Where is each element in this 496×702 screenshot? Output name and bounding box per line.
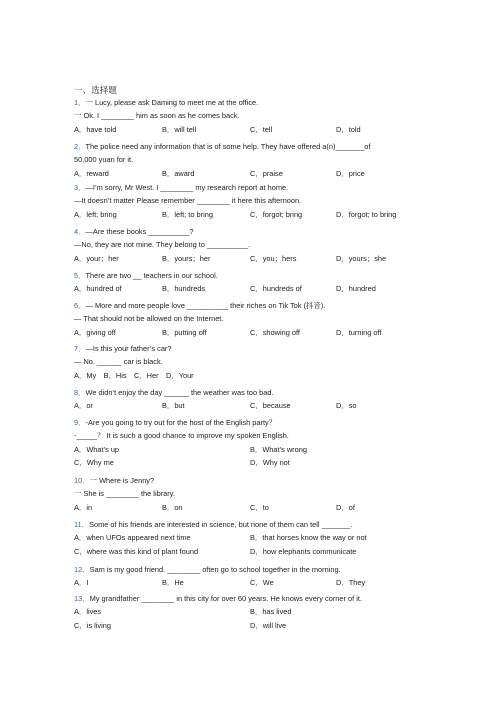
question-line: 9．-Are you going to try out for the host of the English party？	[74, 418, 277, 427]
options-row	[74, 545, 420, 558]
option-d: D．forgot; to bring	[336, 209, 397, 219]
option-a: A．left; bring	[74, 209, 117, 219]
option-c: C．praise	[250, 168, 283, 178]
question-10	[74, 474, 420, 514]
options-row	[74, 531, 420, 544]
question-line: -_____？ It is such a good chance to improve my spoken English.	[74, 431, 289, 441]
option-d: D．Why not	[250, 457, 290, 467]
option-b: B．What’s wrong	[250, 444, 307, 454]
question-line: 7．—Is this your father’s car?	[74, 344, 172, 353]
question-line: 3．—I’m sorry, Mr West. I ________ my research report at home.	[74, 183, 289, 192]
option-b: B．award	[162, 168, 195, 178]
question-line: 6．— More and more people love __________ their riches on Tik Tok (抖音).	[74, 301, 326, 310]
option-d: D．of	[336, 502, 355, 512]
question-line: 12．Sam is my good friend. ________ often go to school together in the morning.	[74, 565, 341, 574]
question-line: 8．We didn’t enjoy the day ______ the weather was too bad.	[74, 388, 274, 397]
option-b: B．yours；her	[162, 253, 211, 263]
question-3	[74, 181, 420, 221]
question-line: —It doesn’t matter Please remember ________ it here this afternoon.	[74, 196, 302, 206]
question-number: 3．	[74, 183, 86, 192]
question-5	[74, 269, 420, 296]
question-line: — That should not be allowed on the Internet.	[74, 314, 224, 324]
option-a: A．when UFOs appeared next time	[74, 533, 191, 543]
option-a: A．hundred of	[74, 284, 122, 294]
option-a: A．your；her	[74, 253, 119, 263]
option-c: C．to	[250, 502, 269, 512]
options-row	[74, 619, 420, 632]
option-c: C．tell	[250, 124, 273, 134]
question-13	[74, 592, 420, 632]
option-c: C．where was this kind of plant found	[74, 546, 199, 556]
options-row	[74, 501, 420, 514]
option-a: A．lives	[74, 607, 102, 617]
option-a: A．giving off	[74, 327, 116, 337]
question-number: 2．	[74, 142, 86, 151]
question-line: 1．一 Lucy, please ask Daming to meet me at the office.	[74, 98, 259, 107]
option-c: C．forgot; bring	[250, 209, 303, 219]
question-number: 10．	[74, 476, 90, 485]
option-c: C．you；hers	[250, 253, 297, 263]
question-7	[74, 342, 420, 382]
options-row	[74, 208, 420, 221]
question-number: 12．	[74, 565, 90, 574]
question-line: —No, they are not mine. They belong to __________.	[74, 240, 251, 250]
question-number: 8．	[74, 388, 86, 397]
option-b: B．hundreds	[162, 284, 206, 294]
options-row	[74, 252, 420, 265]
options-row	[74, 123, 420, 136]
option-a: A．I	[74, 578, 89, 588]
option-a: A．have told	[74, 124, 117, 134]
options-row	[74, 456, 420, 469]
question-line: 5．There are two __ teachers in our school.	[74, 271, 218, 280]
option-d: D．turning off	[336, 327, 382, 337]
option-b: B．He	[162, 578, 184, 588]
question-2	[74, 140, 420, 180]
options-row	[74, 167, 420, 180]
question-line: 2．The police need any information that is of some help. They have offered a(n)_______of	[74, 142, 371, 151]
question-number: 6．	[74, 301, 86, 310]
question-11	[74, 518, 420, 558]
question-number: 5．	[74, 271, 86, 280]
question-8	[74, 386, 420, 413]
option-b: B．left; to bring	[162, 209, 213, 219]
option-d: D．will live	[250, 620, 287, 630]
options-row: A．My B．His C．Her D．Your	[74, 370, 194, 380]
question-6	[74, 299, 420, 339]
option-b: B．will tell	[162, 124, 197, 134]
option-d: D．They	[336, 578, 366, 588]
question-number: 11．	[74, 520, 90, 529]
option-d: D．how elephants communicate	[250, 546, 357, 556]
question-line: 一 Ok. I ________ him as soon as he comes back.	[74, 111, 240, 121]
options-row	[74, 576, 420, 589]
option-b: B．but	[162, 401, 185, 411]
option-c: C．because	[250, 401, 291, 411]
option-b: B．on	[162, 502, 183, 512]
option-d: D．told	[336, 124, 361, 134]
question-line: 11．Some of his friends are interested in science, but none of them can tell _______.	[74, 520, 353, 529]
option-c: C．hundreds of	[250, 284, 302, 294]
question-12	[74, 563, 420, 590]
option-a: A．reward	[74, 168, 109, 178]
options-row	[74, 443, 420, 456]
option-b: B．has lived	[250, 607, 292, 617]
question-line: 50,000 yuan for it.	[74, 155, 134, 165]
option-d: D．hundred	[336, 284, 376, 294]
question-1	[74, 96, 420, 136]
options-row	[74, 282, 420, 295]
question-4	[74, 225, 420, 265]
option-a: A．What’s up	[74, 444, 120, 454]
question-number: 9．	[74, 418, 86, 427]
question-number: 13．	[74, 594, 90, 603]
question-number: 4．	[74, 227, 86, 236]
question-line: — No. ______ car is black.	[74, 357, 163, 367]
option-d: D．price	[336, 168, 365, 178]
section-title: 一、选择题	[74, 85, 117, 95]
question-number: 7．	[74, 344, 86, 353]
options-row	[74, 399, 420, 412]
question-number: 1．	[74, 98, 86, 107]
option-c: C．Why me	[74, 457, 114, 467]
question-line: 4．—Are these books __________?	[74, 227, 194, 236]
option-b: B．putting off	[162, 327, 207, 337]
option-c: C．is living	[74, 620, 111, 630]
option-d: D．so	[336, 401, 357, 411]
option-d: D．yours；she	[336, 253, 387, 263]
question-line: 一 She is ________ the library.	[74, 489, 175, 499]
question-9	[74, 416, 420, 469]
option-a: A．or	[74, 401, 93, 411]
option-c: C．We	[250, 578, 274, 588]
option-b: B．that horses know the way or not	[250, 533, 367, 543]
option-c: C．showing off	[250, 327, 300, 337]
question-line: 13．My grandfather ________ in this city for over 60 years. He knows every corner of it.	[74, 594, 362, 603]
question-line: 10．一 Where is Jenny?	[74, 476, 155, 485]
options-row	[74, 326, 420, 339]
options-row	[74, 605, 420, 618]
option-a: A．in	[74, 502, 93, 512]
